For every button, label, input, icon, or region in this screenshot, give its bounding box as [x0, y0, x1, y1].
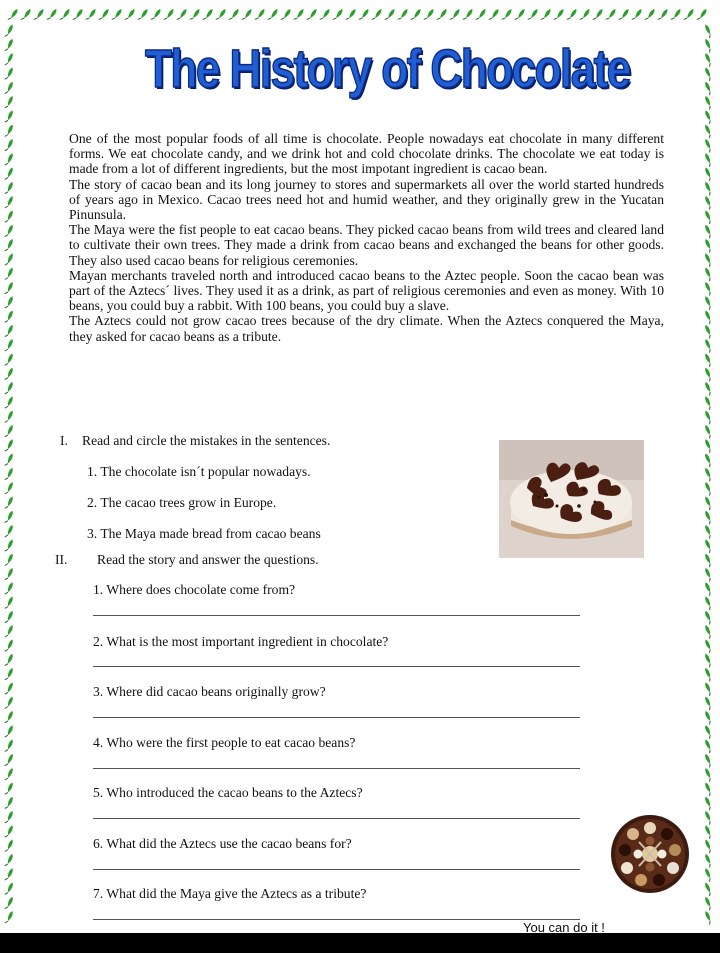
border-leaf: [320, 8, 331, 22]
border-leaf: [424, 8, 435, 22]
story-paragraph: Mayan merchants traveled north and introduced cacao beans to the Aztec people. Soon the cacao bean was part of the Aztecs´ lives. They used it as a drink, as part of religious ceremonies and even as money. With 10 beans, you could buy a rabbit. With 100 beans, you could buy a slave.: [69, 267, 664, 314]
border-leaf: [704, 539, 713, 553]
border-leaf: [5, 739, 14, 753]
border-leaf: [704, 396, 713, 410]
border-leaf: [5, 110, 14, 124]
border-leaf: [5, 210, 14, 224]
border-leaf: [697, 8, 708, 22]
question: 4. Who were the first people to eat cacao beans?: [93, 735, 356, 750]
border-leaf: [704, 882, 713, 896]
border-leaf: [21, 8, 32, 22]
answer-line[interactable]: [93, 615, 580, 616]
border-leaf: [99, 8, 110, 22]
border-leaf: [704, 38, 713, 52]
border-leaf: [346, 8, 357, 22]
border-leaf: [704, 195, 713, 209]
border-leaf: [704, 624, 713, 638]
border-leaf: [5, 67, 14, 81]
border-leaf: [60, 8, 71, 22]
question: 5. Who introduced the cacao beans to the Aztecs?: [93, 785, 363, 800]
border-leaf: [372, 8, 383, 22]
border-leaf: [5, 839, 14, 853]
answer-line[interactable]: [93, 717, 580, 718]
border-leaf: [5, 696, 14, 710]
question: 1. Where does chocolate come from?: [93, 582, 296, 597]
border-leaf: [704, 310, 713, 324]
border-leaf: [5, 381, 14, 395]
border-leaf: [5, 438, 14, 452]
border-leaf: [5, 782, 14, 796]
border-leaf: [5, 610, 14, 624]
border-leaf: [704, 639, 713, 653]
border-leaf: [5, 195, 14, 209]
border-leaf: [5, 624, 14, 638]
border-leaf: [203, 8, 214, 22]
page-title: The History of Chocolate: [145, 39, 630, 99]
border-leaf: [411, 8, 422, 22]
border-leaf: [704, 181, 713, 195]
border-leaf: [704, 853, 713, 867]
border-leaf: [704, 353, 713, 367]
border-leaf: [5, 396, 14, 410]
border-leaf: [5, 253, 14, 267]
border-leaf: [307, 8, 318, 22]
border-leaf: [704, 338, 713, 352]
border-leaf: [177, 8, 188, 22]
border-leaf: [704, 782, 713, 796]
border-leaf: [632, 8, 643, 22]
border-leaf: [5, 338, 14, 352]
border-leaf: [216, 8, 227, 22]
border-leaf: [704, 767, 713, 781]
border-leaf: [5, 281, 14, 295]
border-leaf: [5, 453, 14, 467]
answer-line[interactable]: [93, 768, 580, 769]
border-leaf: [704, 110, 713, 124]
border-leaf: [606, 8, 617, 22]
story-paragraph: One of the most popular foods of all time is chocolate. People nowadays eat chocolate in many different forms. We eat chocolate candy, and we drink hot and cold chocolate drinks. The chocolate we eat today is made from a lot of different ingredients, but the most impotant ingredient is cacao bean.: [69, 131, 664, 177]
border-leaf: [476, 8, 487, 22]
question: 7. What did the Maya give the Aztecs as a tribute?: [93, 886, 367, 901]
border-leaf: [704, 610, 713, 624]
story-paragraph: The story of cacao bean and its long journey to stores and supermarkets all over the world started hundreds of years ago in Mexico. Cacao trees need hot and humid weather, and they originally grew in the Yucatan Pinunsula.: [69, 176, 664, 223]
border-leaf: [704, 253, 713, 267]
border-leaf: [704, 753, 713, 767]
border-leaf: [502, 8, 513, 22]
border-leaf: [704, 810, 713, 824]
story-text: [69, 131, 664, 344]
border-leaf: [5, 796, 14, 810]
border-leaf: [5, 295, 14, 309]
answer-line[interactable]: [93, 919, 580, 920]
border-leaf: [704, 481, 713, 495]
border-leaf: [704, 281, 713, 295]
border-leaf: [5, 95, 14, 109]
border-leaf: [704, 467, 713, 481]
border-leaf: [704, 224, 713, 238]
border-leaf: [5, 667, 14, 681]
border-leaf: [704, 725, 713, 739]
section2-numeral: II.: [55, 552, 68, 567]
border-leaf: [704, 567, 713, 581]
border-leaf: [704, 896, 713, 910]
border-leaf: [704, 67, 713, 81]
border-leaf: [5, 767, 14, 781]
mistake-sentence[interactable]: 1. The chocolate isn´t popular nowadays.: [87, 464, 311, 479]
border-leaf: [704, 52, 713, 66]
border-leaf: [5, 581, 14, 595]
border-leaf: [5, 567, 14, 581]
story-paragraph: The Aztecs could not grow cacao trees because of the dry climate. When the Aztecs conquered the Maya, they asked for cacao beans as a tribute.: [69, 313, 664, 344]
border-leaf: [704, 739, 713, 753]
border-leaf: [704, 582, 713, 596]
border-leaf: [5, 853, 14, 867]
border-leaf: [704, 124, 713, 138]
border-leaf: [704, 825, 713, 839]
border-leaf: [704, 667, 713, 681]
border-leaf: [5, 539, 14, 553]
border-leaf: [554, 8, 565, 22]
border-leaf: [450, 8, 461, 22]
question: 6. What did the Aztecs use the cacao beans for?: [93, 836, 352, 851]
border-leaf: [5, 124, 14, 138]
encouragement-text: You can do it !: [523, 920, 605, 933]
border-leaf: [255, 8, 266, 22]
border-leaf: [5, 38, 14, 52]
border-leaf: [5, 52, 14, 66]
border-leaf: [5, 24, 14, 38]
border-leaf: [704, 510, 713, 524]
border-leaf: [5, 553, 14, 567]
section1-heading: Read and circle the mistakes in the sentences.: [82, 433, 331, 448]
border-leaf: [704, 682, 713, 696]
border-leaf: [5, 224, 14, 238]
border-leaf: [515, 8, 526, 22]
border-leaf: [704, 868, 713, 882]
border-leaf: [5, 167, 14, 181]
border-leaf: [151, 8, 162, 22]
mistake-sentence[interactable]: 2. The cacao trees grow in Europe.: [87, 495, 277, 510]
border-leaf: [5, 596, 14, 610]
border-leaf: [5, 867, 14, 881]
border-leaf: [5, 410, 14, 424]
border-leaf: [5, 367, 14, 381]
border-leaf: [704, 238, 713, 252]
border-leaf: [112, 8, 123, 22]
border-leaf: [5, 682, 14, 696]
border-leaf: [73, 8, 84, 22]
border-leaf: [619, 8, 630, 22]
border-leaf: [359, 8, 370, 22]
border-leaf: [190, 8, 201, 22]
border-leaf: [5, 353, 14, 367]
border-leaf: [528, 8, 539, 22]
border-leaf: [385, 8, 396, 22]
border-leaf: [704, 95, 713, 109]
border-leaf: [5, 510, 14, 524]
border-leaf: [398, 8, 409, 22]
border-leaf: [704, 424, 713, 438]
story-paragraph: The Maya were the fist people to eat cacao beans. They picked cacao beans from wild trees and cleared land to cultivate their own trees. They made a drink from cacao beans and exchanged the beans for other goods. They also used cacao beans for religious ceremonies.: [69, 222, 664, 268]
border-leaf: [704, 796, 713, 810]
border-leaf: [164, 8, 175, 22]
border-leaf: [34, 8, 45, 22]
border-leaf: [541, 8, 552, 22]
border-leaf: [5, 152, 14, 166]
border-leaf: [5, 481, 14, 495]
answer-line[interactable]: [93, 818, 580, 819]
border-leaf: [704, 439, 713, 453]
answer-line[interactable]: [93, 666, 580, 667]
border-leaf: [5, 753, 14, 767]
border-leaf: [5, 910, 14, 924]
border-leaf: [463, 8, 474, 22]
border-leaf: [704, 167, 713, 181]
border-leaf: [704, 324, 713, 338]
border-leaf: [704, 553, 713, 567]
border-leaf: [5, 238, 14, 252]
border-leaf: [86, 8, 97, 22]
border-leaf: [5, 825, 14, 839]
border-leaf: [704, 410, 713, 424]
border-leaf: [5, 882, 14, 896]
border-leaf: [5, 267, 14, 281]
border-leaf: [5, 810, 14, 824]
border-leaf: [268, 8, 279, 22]
chocolate-cake-image: [499, 440, 644, 558]
border-leaf: [5, 467, 14, 481]
border-leaf: [704, 839, 713, 853]
border-leaf: [704, 910, 713, 924]
border-leaf: [8, 8, 19, 22]
border-leaf: [704, 296, 713, 310]
border-leaf: [5, 639, 14, 653]
border-leaf: [5, 310, 14, 324]
mistake-sentence[interactable]: 3. The Maya made bread from cacao beans: [87, 526, 321, 541]
border-leaf: [704, 710, 713, 724]
border-leaf: [5, 181, 14, 195]
question: 3. Where did cacao beans originally grow?: [93, 684, 326, 699]
border-leaf: [281, 8, 292, 22]
border-leaf: [294, 8, 305, 22]
border-leaf: [489, 8, 500, 22]
border-leaf: [704, 138, 713, 152]
border-leaf: [333, 8, 344, 22]
border-leaf: [5, 81, 14, 95]
border-leaf: [658, 8, 669, 22]
border-leaf: [684, 8, 695, 22]
border-leaf: [47, 8, 58, 22]
section2-heading: Read the story and answer the questions.: [97, 552, 319, 567]
border-leaf: [704, 24, 713, 38]
border-leaf: [5, 896, 14, 910]
border-leaf: [704, 153, 713, 167]
section1-numeral: I.: [60, 433, 68, 448]
border-leaf: [5, 524, 14, 538]
border-leaf: [704, 210, 713, 224]
border-leaf: [125, 8, 136, 22]
question: 2. What is the most important ingredient in chocolate?: [93, 634, 389, 649]
border-leaf: [704, 453, 713, 467]
border-leaf: [704, 496, 713, 510]
border-leaf: [437, 8, 448, 22]
border-leaf: [645, 8, 656, 22]
border-leaf: [229, 8, 240, 22]
chocolate-box-image: [609, 814, 691, 894]
border-leaf: [5, 324, 14, 338]
border-leaf: [704, 696, 713, 710]
border-leaf: [138, 8, 149, 22]
border-leaf: [5, 424, 14, 438]
border-leaf: [5, 724, 14, 738]
border-leaf: [242, 8, 253, 22]
border-leaf: [580, 8, 591, 22]
border-leaf: [5, 496, 14, 510]
border-leaf: [567, 8, 578, 22]
border-leaf: [5, 710, 14, 724]
border-leaf: [5, 653, 14, 667]
border-leaf: [704, 524, 713, 538]
answer-line[interactable]: [93, 869, 580, 870]
border-leaf: [704, 367, 713, 381]
border-leaf: [704, 653, 713, 667]
border-leaf: [593, 8, 604, 22]
border-leaf: [704, 596, 713, 610]
border-leaf: [5, 138, 14, 152]
border-leaf: [704, 381, 713, 395]
border-leaf: [671, 8, 682, 22]
border-leaf: [704, 81, 713, 95]
border-leaf: [704, 267, 713, 281]
